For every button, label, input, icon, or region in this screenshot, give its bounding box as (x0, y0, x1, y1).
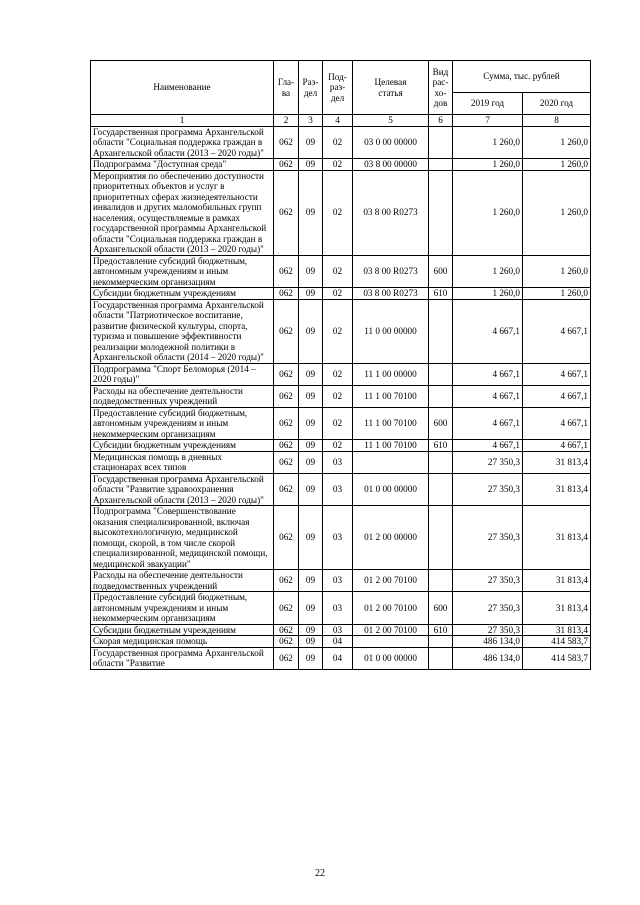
row-sum-2019: 27 350,3 (453, 570, 523, 592)
row-podrazdel: 02 (323, 407, 353, 440)
column-index: 4 (323, 115, 353, 127)
row-vid (429, 385, 453, 407)
table-row (91, 636, 591, 648)
row-razdel: 09 (299, 255, 323, 288)
row-glava: 062 (274, 473, 299, 506)
row-target: 11 1 00 70100 (353, 385, 429, 407)
row-glava: 062 (274, 385, 299, 407)
row-podrazdel: 03 (323, 592, 353, 625)
row-vid (429, 159, 453, 171)
row-glava: 062 (274, 126, 299, 159)
row-podrazdel: 02 (323, 255, 353, 288)
row-sum-2019: 27 350,3 (453, 506, 523, 570)
row-razdel: 09 (299, 170, 323, 255)
row-target: 03 0 00 00000 (353, 126, 429, 159)
row-razdel: 09 (299, 506, 323, 570)
row-vid (429, 506, 453, 570)
table-row (91, 440, 591, 452)
row-sum-2019: 1 260,0 (453, 288, 523, 300)
row-glava: 062 (274, 647, 299, 669)
row-name: Государственная программа Архангельской области "Патриотическое воспитание, развитие физической культуры, спорта, туризма и повышение эффективности реализации молодежной политики в Архангельской области (2014 – 2020 годы)" (91, 299, 274, 363)
row-glava: 062 (274, 299, 299, 363)
row-name: Подпрограмма "Совершенствование оказания специализированной, включая высокотехнологичную, медицинской помощи, скорой, в том числе скорой специализированной, медицинской помощи, медицинской эвакуации" (91, 506, 274, 570)
row-sum-2019: 4 667,1 (453, 363, 523, 385)
row-sum-2019: 4 667,1 (453, 385, 523, 407)
row-sum-2019: 486 134,0 (453, 636, 523, 648)
row-razdel: 09 (299, 647, 323, 669)
row-sum-2019: 27 350,3 (453, 473, 523, 506)
row-vid: 610 (429, 624, 453, 636)
row-sum-2019: 486 134,0 (453, 647, 523, 669)
row-vid (429, 299, 453, 363)
row-sum-2020: 4 667,1 (523, 385, 591, 407)
column-index: 8 (523, 115, 591, 127)
row-name: Субсидии бюджетным учреждениям (91, 624, 274, 636)
table-row (91, 385, 591, 407)
table-row (91, 299, 591, 363)
table-row (91, 473, 591, 506)
row-razdel: 09 (299, 451, 323, 473)
row-target: 03 8 00 00000 (353, 159, 429, 171)
row-glava: 062 (274, 624, 299, 636)
row-target: 11 1 00 70100 (353, 440, 429, 452)
row-sum-2020: 31 813,4 (523, 624, 591, 636)
table-body (91, 126, 591, 669)
row-glava: 062 (274, 255, 299, 288)
row-name: Субсидии бюджетным учреждениям (91, 288, 274, 300)
column-index: 7 (453, 115, 523, 127)
row-podrazdel: 02 (323, 126, 353, 159)
row-vid (429, 570, 453, 592)
row-razdel: 09 (299, 159, 323, 171)
row-razdel: 09 (299, 570, 323, 592)
row-podrazdel: 02 (323, 440, 353, 452)
row-podrazdel: 03 (323, 506, 353, 570)
row-vid (429, 473, 453, 506)
row-target: 01 0 00 00000 (353, 647, 429, 669)
table-row (91, 570, 591, 592)
row-podrazdel: 02 (323, 363, 353, 385)
row-name: Подпрограмма "Спорт Беломорья (2014 – 2020 годы)" (91, 363, 274, 385)
row-podrazdel: 02 (323, 385, 353, 407)
table-row (91, 363, 591, 385)
row-podrazdel: 02 (323, 288, 353, 300)
row-sum-2019: 1 260,0 (453, 255, 523, 288)
row-sum-2019: 1 260,0 (453, 159, 523, 171)
row-razdel: 09 (299, 407, 323, 440)
row-name: Субсидии бюджетным учреждениям (91, 440, 274, 452)
table-row (91, 159, 591, 171)
row-podrazdel: 03 (323, 570, 353, 592)
row-glava: 062 (274, 407, 299, 440)
row-name: Подпрограмма "Доступная среда" (91, 159, 274, 171)
row-glava: 062 (274, 288, 299, 300)
table-row (91, 647, 591, 669)
row-vid: 610 (429, 288, 453, 300)
row-podrazdel: 04 (323, 647, 353, 669)
header-2020: 2020 год (523, 93, 591, 115)
row-razdel: 09 (299, 363, 323, 385)
row-vid (429, 363, 453, 385)
row-razdel: 09 (299, 440, 323, 452)
row-name: Предоставление субсидий бюджетным, автономным учреждениям и иным некоммерческим организациям (91, 407, 274, 440)
row-podrazdel: 03 (323, 624, 353, 636)
column-index: 6 (429, 115, 453, 127)
header-razdel: Раз- дел (299, 61, 323, 115)
row-target: 03 8 00 R0273 (353, 288, 429, 300)
table-row (91, 170, 591, 255)
row-target (353, 636, 429, 648)
column-index: 3 (299, 115, 323, 127)
column-index: 5 (353, 115, 429, 127)
header-name: Наименование (91, 61, 274, 115)
header-2019: 2019 год (453, 93, 523, 115)
column-index-row (91, 115, 591, 127)
row-sum-2020: 1 260,0 (523, 170, 591, 255)
column-index: 2 (274, 115, 299, 127)
row-sum-2020: 414 583,7 (523, 647, 591, 669)
row-target (353, 451, 429, 473)
row-name: Расходы на обеспечение деятельности подведомственных учреждений (91, 385, 274, 407)
row-name: Государственная программа Архангельской области "Социальная поддержка граждан в Архангельской области (2013 – 2020 годы)" (91, 126, 274, 159)
row-name: Предоставление субсидий бюджетным, автономным учреждениям и иным некоммерческим организациям (91, 255, 274, 288)
row-name: Государственная программа Архангельской области "Развитие (91, 647, 274, 669)
row-target: 01 0 00 00000 (353, 473, 429, 506)
row-glava: 062 (274, 159, 299, 171)
row-razdel: 09 (299, 126, 323, 159)
row-sum-2020: 1 260,0 (523, 159, 591, 171)
row-target: 01 2 00 00000 (353, 506, 429, 570)
budget-table (90, 60, 591, 670)
row-razdel: 09 (299, 385, 323, 407)
row-glava: 062 (274, 170, 299, 255)
row-sum-2020: 1 260,0 (523, 288, 591, 300)
row-sum-2020: 31 813,4 (523, 592, 591, 625)
row-vid: 600 (429, 407, 453, 440)
row-name: Расходы на обеспечение деятельности подведомственных учреждений (91, 570, 274, 592)
row-razdel: 09 (299, 592, 323, 625)
row-name: Предоставление субсидий бюджетным, автономным учреждениям и иным некоммерческим организациям (91, 592, 274, 625)
row-sum-2020: 31 813,4 (523, 451, 591, 473)
row-razdel: 09 (299, 299, 323, 363)
row-target: 01 2 00 70100 (353, 624, 429, 636)
row-vid (429, 170, 453, 255)
row-podrazdel: 04 (323, 636, 353, 648)
row-sum-2020: 31 813,4 (523, 506, 591, 570)
row-sum-2019: 1 260,0 (453, 126, 523, 159)
table-row (91, 506, 591, 570)
row-podrazdel: 02 (323, 170, 353, 255)
row-sum-2019: 4 667,1 (453, 407, 523, 440)
row-target: 03 8 00 R0273 (353, 255, 429, 288)
header-glava: Гла- ва (274, 61, 299, 115)
table-row (91, 255, 591, 288)
row-glava: 062 (274, 440, 299, 452)
row-sum-2020: 4 667,1 (523, 363, 591, 385)
row-target: 01 2 00 70100 (353, 592, 429, 625)
row-sum-2019: 4 667,1 (453, 440, 523, 452)
row-sum-2020: 1 260,0 (523, 255, 591, 288)
row-glava: 062 (274, 636, 299, 648)
row-sum-2019: 1 260,0 (453, 170, 523, 255)
row-target: 01 2 00 70100 (353, 570, 429, 592)
row-name: Медицинская помощь в дневных стационарах всех типов (91, 451, 274, 473)
table-row (91, 288, 591, 300)
row-razdel: 09 (299, 288, 323, 300)
table-row (91, 407, 591, 440)
row-sum-2020: 31 813,4 (523, 473, 591, 506)
row-vid: 600 (429, 592, 453, 625)
row-vid: 600 (429, 255, 453, 288)
row-target: 11 1 00 00000 (353, 363, 429, 385)
row-podrazdel: 03 (323, 451, 353, 473)
row-podrazdel: 02 (323, 159, 353, 171)
row-podrazdel: 02 (323, 299, 353, 363)
row-sum-2020: 31 813,4 (523, 570, 591, 592)
row-vid (429, 636, 453, 648)
row-sum-2019: 27 350,3 (453, 592, 523, 625)
row-sum-2020: 4 667,1 (523, 407, 591, 440)
row-sum-2019: 4 667,1 (453, 299, 523, 363)
row-name: Скорая медицинская помощь (91, 636, 274, 648)
row-target: 11 1 00 70100 (353, 407, 429, 440)
header-target: Целевая статья (353, 61, 429, 115)
page-number: 22 (315, 868, 325, 879)
row-podrazdel: 03 (323, 473, 353, 506)
row-vid: 610 (429, 440, 453, 452)
row-sum-2020: 4 667,1 (523, 440, 591, 452)
row-glava: 062 (274, 363, 299, 385)
row-glava: 062 (274, 570, 299, 592)
header-podrazdel: Под- раз- дел (323, 61, 353, 115)
row-glava: 062 (274, 451, 299, 473)
row-vid (429, 451, 453, 473)
row-razdel: 09 (299, 624, 323, 636)
row-name: Государственная программа Архангельской области "Развитие здравоохранения Архангельской области (2013 – 2020 годы)" (91, 473, 274, 506)
header-sum: Сумма, тыс. рублей (453, 61, 591, 93)
table-row (91, 592, 591, 625)
row-target: 11 0 00 00000 (353, 299, 429, 363)
row-sum-2020: 414 583,7 (523, 636, 591, 648)
row-glava: 062 (274, 592, 299, 625)
row-target: 03 8 00 R0273 (353, 170, 429, 255)
table-row (91, 126, 591, 159)
row-razdel: 09 (299, 473, 323, 506)
column-index: 1 (91, 115, 274, 127)
row-sum-2020: 4 667,1 (523, 299, 591, 363)
row-glava: 062 (274, 506, 299, 570)
row-sum-2019: 27 350,3 (453, 624, 523, 636)
row-vid (429, 647, 453, 669)
row-sum-2020: 1 260,0 (523, 126, 591, 159)
row-name: Мероприятия по обеспечению доступности приоритетных объектов и услуг в приоритетных сферах жизнедеятельности инвалидов и других маломобильных групп населения, осуществляемые в рамках государственной программы Архангельской области "Социальная поддержка граждан в Архангельской области (2013 – 2020 годы)" (91, 170, 274, 255)
row-sum-2019: 27 350,3 (453, 451, 523, 473)
table-row (91, 624, 591, 636)
row-vid (429, 126, 453, 159)
row-razdel: 09 (299, 636, 323, 648)
header-vid: Вид рас- хо- дов (429, 61, 453, 115)
table-row (91, 451, 591, 473)
